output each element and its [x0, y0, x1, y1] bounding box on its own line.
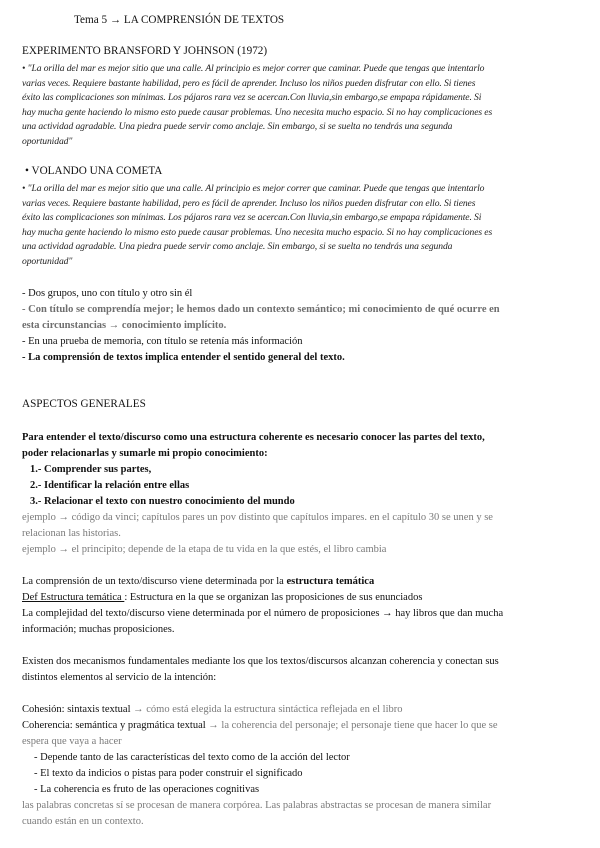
quote-line: varias veces. Requiere bastante habilidad, pero es fácil de aprender. Incluso los niños pueden disfrutar con ello. Si tienes [22, 78, 476, 89]
bullet-item: - La coherencia es fruto de las operaciones cognitivas [34, 784, 260, 795]
conclusion-item: - Con título se comprendía mejor; le hemos dado un contexto semántico; mi conocimiento de qué ocurre en [22, 304, 500, 315]
cohesion-label: Cohesión: sintaxis textual [22, 704, 131, 715]
coherence-line [22, 720, 586, 731]
final-note: las palabras concretas sí se procesan de manera corpórea. Las palabras abstractas se procesan de manera similar [22, 800, 492, 811]
cohesion-line [22, 704, 586, 715]
definition-text: : Estructura en la que se organizan las proposiciones de sus enunciados [124, 592, 423, 603]
mechanisms-line: Existen dos mecanismos fundamentales mediante los que los textos/discursos alcanzan coherencia y conectan sus [22, 656, 499, 667]
quote-line: • "La orilla del mar es mejor sitio que una calle. Al principio es mejor correr que caminar. Puede que tengas que intentarlo [22, 183, 485, 194]
structure-sentence [22, 576, 586, 587]
complexity-line: La complejidad del texto/discurso viene determinada por el número de proposiciones → hay libros que dan mucha [22, 608, 504, 619]
coherence-note-cont: espera que vaya a hacer [22, 736, 122, 747]
coherence-label: Coherencia: semántica y pragmática textual [22, 720, 209, 731]
page-title: Tema 5 → LA COMPRENSIÓN DE TEXTOS [74, 14, 285, 26]
structure-text: La comprensión de un texto/discurso viene determinada por la [22, 576, 287, 587]
example-line: ejemplo → el principito; depende de la etapa de tu vida en la que estés, el libro cambia [22, 544, 387, 555]
structure-term: estructura temática [286, 576, 375, 587]
step-item: 3.- Relacionar el texto con nuestro conocimiento del mundo [30, 496, 295, 507]
quote-line: hay mucha gente haciendo lo mismo esto puede causar problemas. Uno necesita mucho espacio. Si no hay complicaciones es [22, 107, 493, 118]
bullet-item: - Depende tanto de las características del texto como de la acción del lector [34, 752, 350, 763]
step-item: 2.- Identificar la relación entre ellas [30, 480, 190, 491]
intro-line: Para entender el texto/discurso como una estructura coherente es necesario conocer las partes del texto, [22, 432, 485, 443]
bullet-item: - El texto da indicios o pistas para poder construir el significado [34, 768, 303, 779]
quote-line: hay mucha gente haciendo lo mismo esto puede causar problemas. Uno necesita mucho espacio. Si no hay complicaciones es [22, 227, 493, 238]
cohesion-note: → cómo está elegida la estructura sintáctica reflejada en el libro [130, 704, 403, 715]
quote-line: • "La orilla del mar es mejor sitio que una calle. Al principio es mejor correr que caminar. Puede que tengas que intentarlo [22, 63, 485, 74]
definition-label: Def Estructura temática [22, 592, 125, 603]
quote-line: una actividad agradable. Una piedra puede servir como anclaje. Sin embargo, si se suelta no tendrás una segunda [22, 121, 453, 132]
mechanisms-line: distintos elementos al servicio de la intención: [22, 672, 217, 683]
example-line: ejemplo → código da vinci; capítulos pares un pov distinto que capítulos impares. en el capítulo 30 se unen y se [22, 512, 493, 523]
conclusion-item: esta circunstancias → conocimiento implícito. [22, 320, 227, 331]
experiment-heading: EXPERIMENTO BRANSFORD Y JOHNSON (1972) [22, 45, 268, 57]
coherence-note: → la coherencia del personaje; el personaje tiene que hacer lo que se [208, 720, 498, 731]
definition-line [22, 592, 586, 603]
final-note: cuando están en un contexto. [22, 816, 144, 827]
quote-line: una actividad agradable. Una piedra puede servir como anclaje. Sin embargo, si se suelta no tendrás una segunda [22, 241, 453, 252]
section-heading: ASPECTOS GENERALES [22, 398, 146, 410]
conclusion-item: - En una prueba de memoria, con título se retenía más información [22, 336, 303, 347]
example-line: relacionan las historias. [22, 528, 121, 539]
conclusion-item: - Dos grupos, uno con título y otro sin él [22, 288, 193, 299]
quote-line: éxito las complicaciones son mínimas. Los pájaros rara vez se acercan.Con lluvia,sin embargo,se empapa rápidamente. Si [22, 92, 482, 103]
quote-line: oportunidad" [22, 136, 73, 147]
quote-line: varias veces. Requiere bastante habilidad, pero es fácil de aprender. Incluso los niños pueden disfrutar con ello. Si tienes [22, 198, 476, 209]
quote-line: oportunidad" [22, 256, 73, 267]
intro-line: poder relacionarlas y sumarle mi propio conocimiento: [22, 448, 268, 459]
step-item: 1.- Comprender sus partes, [30, 464, 152, 475]
kite-heading: • VOLANDO UNA COMETA [25, 165, 163, 177]
quote-line: éxito las complicaciones son mínimas. Los pájaros rara vez se acercan.Con lluvia,sin embargo,se empapa rápidamente. Si [22, 212, 482, 223]
conclusion-item: - La comprensión de textos implica entender el sentido general del texto. [22, 352, 345, 363]
complexity-line: información; muchas proposiciones. [22, 624, 175, 635]
